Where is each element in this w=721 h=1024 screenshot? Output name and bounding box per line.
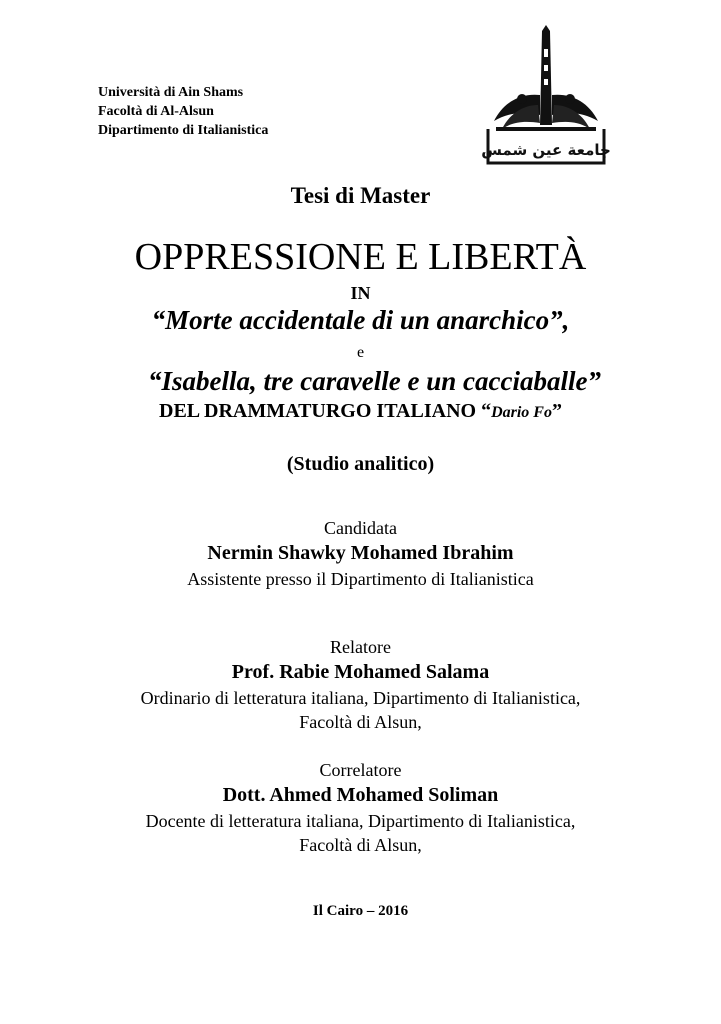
work-title-1: “Morte accidentale di un anarchico”, bbox=[151, 305, 570, 335]
supervisor-name: Prof. Rabie Mohamed Salama bbox=[231, 661, 490, 683]
title-conjunction: e bbox=[356, 344, 365, 361]
seal-arabic-text: جامعة عين شمس bbox=[482, 141, 611, 159]
co-supervisor-role: Correlatore bbox=[319, 760, 402, 780]
playwright-author: Dario Fo bbox=[491, 404, 552, 421]
thesis-type: Tesi di Master bbox=[290, 183, 431, 208]
institution-header bbox=[98, 83, 268, 140]
candidate-position: Assistente presso il Dipartimento di Italianistica bbox=[187, 569, 534, 589]
work-title-2: “Isabella, tre caravelle e un cacciaballe” bbox=[148, 366, 601, 396]
supervisor-position-line2: Facoltà di Alsun, bbox=[299, 712, 422, 732]
candidate-name: Nermin Shawky Mohamed Ibrahim bbox=[207, 542, 514, 564]
supervisor-position-line1: Ordinario di letteratura italiana, Dipartimento di Italianistica, bbox=[140, 688, 581, 708]
study-type: (Studio analitico) bbox=[286, 453, 435, 475]
supervisor-role: Relatore bbox=[330, 637, 391, 657]
candidate-role: Candidata bbox=[324, 518, 397, 538]
playwright-line bbox=[0, 400, 721, 423]
department-name: Dipartimento di Italianistica bbox=[98, 123, 269, 138]
playwright-close-quote: ” bbox=[551, 400, 562, 422]
place-and-year: Il Cairo – 2016 bbox=[312, 903, 409, 919]
university-name: Università di Ain Shams bbox=[98, 85, 244, 100]
title-in-word: IN bbox=[350, 283, 371, 303]
co-supervisor-position-line2: Facoltà di Alsun, bbox=[299, 835, 422, 855]
playwright-prefix: DEL DRAMMATURGO ITALIANO bbox=[159, 400, 482, 422]
main-title: OPPRESSIONE E LIBERTÀ bbox=[134, 236, 587, 278]
faculty-name: Facoltà di Al-Alsun bbox=[98, 104, 214, 119]
university-seal-icon bbox=[482, 25, 619, 171]
co-supervisor-position-line1: Docente di letteratura italiana, Dipartimento di Italianistica, bbox=[145, 811, 576, 831]
playwright-open-quote: “ bbox=[481, 400, 492, 422]
co-supervisor-name: Dott. Ahmed Mohamed Soliman bbox=[222, 784, 499, 806]
